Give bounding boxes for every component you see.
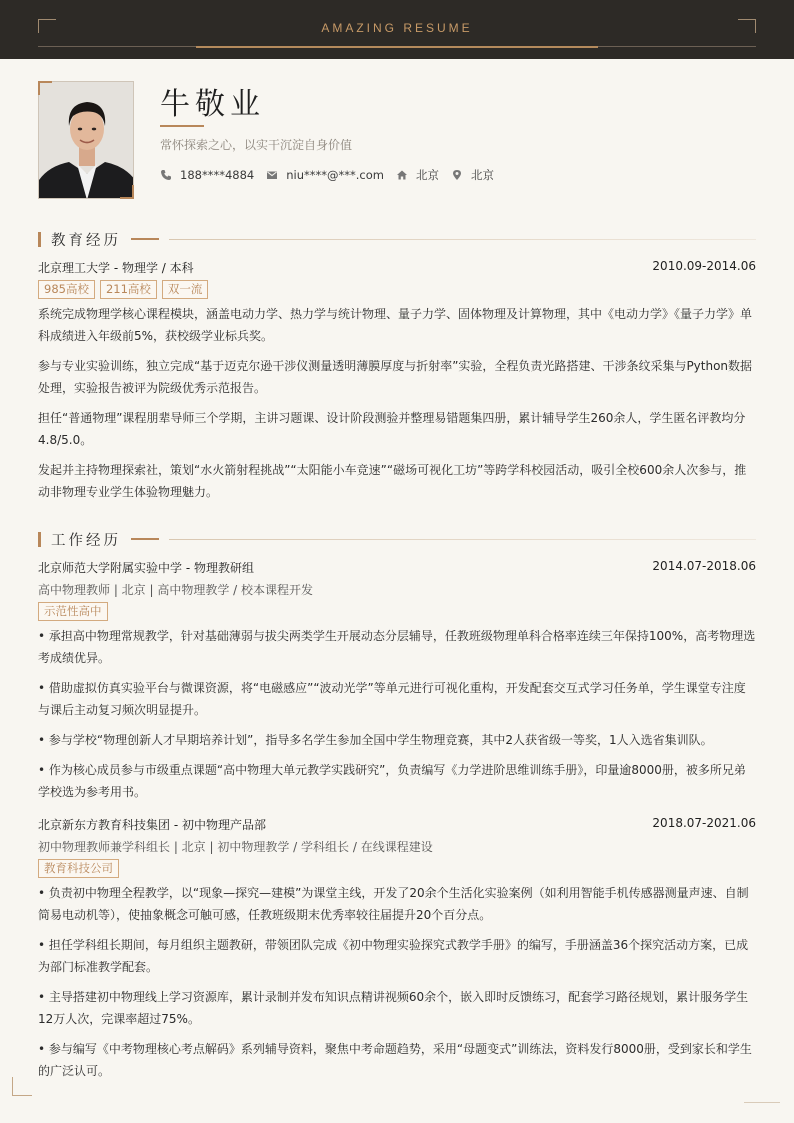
banner-title: AMAZING RESUME (321, 21, 473, 35)
profile-photo (38, 81, 134, 199)
job-subtitle: 初中物理教师兼学科组长 | 北京 | 初中物理教学 / 学科组长 / 在线课程建设 (38, 840, 433, 854)
contact-hometown (396, 167, 439, 183)
contact-info (160, 167, 506, 183)
job-subtitle: 高中物理教师 | 北京 | 高中物理教学 / 校本课程开发 (38, 583, 314, 597)
job-bullet: • 参与学校“物理创新人才早期培养计划”，指导多名学生参加全国中学生物理竞赛，其中2人获省级一等奖，1人入选省集训队。 (38, 733, 713, 747)
candidate-name: 牛敬业 (160, 87, 265, 122)
job-company: 北京师范大学附属实验中学 - 物理教研组 (38, 561, 254, 575)
phone-icon (160, 169, 172, 181)
portrait-image (39, 82, 134, 199)
job-bullet: • 主导搭建初中物理线上学习资源库，累计录制并发布知识点精讲视频60余个，嵌入即时反馈练习，配套学习路径规划，累计服务学生12万人次，完课率超过75%。 (38, 990, 749, 1026)
section-header-education (38, 229, 756, 249)
mail-icon (266, 169, 278, 181)
section-marker (38, 232, 41, 247)
job-tags (38, 602, 113, 621)
tag-badge: 双一流 (162, 280, 209, 299)
corner-ornament-bottom-left (12, 1077, 32, 1096)
section-rule (169, 539, 756, 540)
photo-corner-accent (120, 185, 134, 199)
contact-email (266, 168, 384, 182)
job-bullet: • 担任学科组长期间，每月组织主题教研，带领团队完成《初中物理实验探究式教学手册》的编写，手册涵盖36个探究活动方案，已成为部门标准教学配套。 (38, 938, 749, 974)
section-accent-rule (131, 538, 159, 540)
tag-badge: 211高校 (100, 280, 157, 299)
header-banner (0, 0, 794, 59)
education-paragraph: 系统完成物理学核心课程模块，涵盖电动力学、热力学与统计物理、量子力学、固体物理及计算物理，其中《电动力学》《量子力学》单科成绩进入年级前5%，获校级学业标兵奖。 (38, 307, 753, 343)
location-text: 北京 (470, 168, 494, 182)
job-bullet: • 承担高中物理常规教学，针对基础薄弱与拔尖两类学生开展动态分层辅导，任教班级物理单科合格率连续三年保持100%，高考物理选考成绩优异。 (38, 629, 756, 665)
hometown-text: 北京 (415, 168, 439, 182)
tag-badge: 教育科技公司 (38, 859, 119, 878)
job-bullet: • 作为核心成员参与市级重点课题“高中物理大单元教学实践研究”，负责编写《力学进阶思维训练手册》，印量逾8000册，被多所兄弟学校选为参考用书。 (38, 763, 746, 799)
education-paragraph: 参与专业实验训练，独立完成“基于迈克尔逊干涉仪测量透明薄膜厚度与折射率”实验，全程负责光路搭建、干涉条纹采集与Python数据处理，实验报告被评为院级优秀示范报告。 (38, 359, 753, 395)
job-bullet: • 负责初中物理全程教学，以“现象—探究—建模”为课堂主线，开发了20余个生活化实验案例（如利用智能手机传感器测量声速、自制简易电动机等），使抽象概念可触可感，任教班级期末优秀率较往届提升20个百分点。 (38, 886, 749, 922)
banner-accent-rule (196, 46, 598, 48)
name-underline (160, 125, 204, 127)
tag-badge: 示范性高中 (38, 602, 108, 621)
section-header-work (38, 529, 756, 549)
job-bullet: • 借助虚拟仿真实验平台与微课资源，将“电磁感应”“波动光学”等单元进行可视化重构，开发配套交互式学习任务单，学生课堂专注度与课后主动复习频次明显提升。 (38, 681, 746, 717)
footer-rule (744, 1102, 780, 1103)
education-tags (38, 280, 213, 299)
section-accent-rule (131, 238, 159, 240)
education-school: 北京理工大学 - 物理学 / 本科 (38, 261, 194, 275)
job-period: 2014.07-2018.06 (652, 559, 756, 573)
email-address: niu****@***.com (286, 168, 384, 182)
job-period: 2018.07-2021.06 (652, 816, 756, 830)
phone-number: 188****4884 (180, 168, 255, 182)
education-paragraph: 发起并主持物理探索社，策划“水火箭射程挑战”“太阳能小车竞速”“磁场可视化工坊”等跨学科校园活动，吸引全校600余人次参与，推动非物理专业学生体验物理魅力。 (38, 463, 747, 499)
education-period: 2010.09-2014.06 (652, 259, 756, 273)
home-icon (396, 169, 408, 181)
job-tags (38, 859, 124, 878)
section-title: 教育经历 (51, 232, 121, 249)
section-title: 工作经历 (51, 532, 121, 549)
job-bullet: • 参与编写《中考物理核心考点解码》系列辅导资料，聚焦中考命题趋势，采用“母题变式”训练法，资料发行8000册，受到家长和学生的广泛认可。 (38, 1042, 752, 1078)
section-rule (169, 239, 756, 240)
tag-badge: 985高校 (38, 280, 95, 299)
education-entry-header (38, 259, 756, 276)
candidate-tagline: 常怀探索之心，以实干沉淀自身价值 (160, 138, 353, 152)
contact-location (451, 167, 494, 183)
job-entry-header (38, 816, 756, 833)
job-entry-header (38, 559, 756, 576)
photo-corner-accent (38, 81, 52, 95)
location-pin-icon (451, 169, 463, 181)
section-marker (38, 532, 41, 547)
education-paragraph: 担任“普通物理”课程朋辈导师三个学期，主讲习题课、设计阶段测验并整理易错题集四册，累计辅导学生260余人，学生匿名评教均分4.8/5.0。 (38, 411, 746, 447)
contact-phone (160, 168, 254, 182)
job-company: 北京新东方教育科技集团 - 初中物理产品部 (38, 818, 266, 832)
